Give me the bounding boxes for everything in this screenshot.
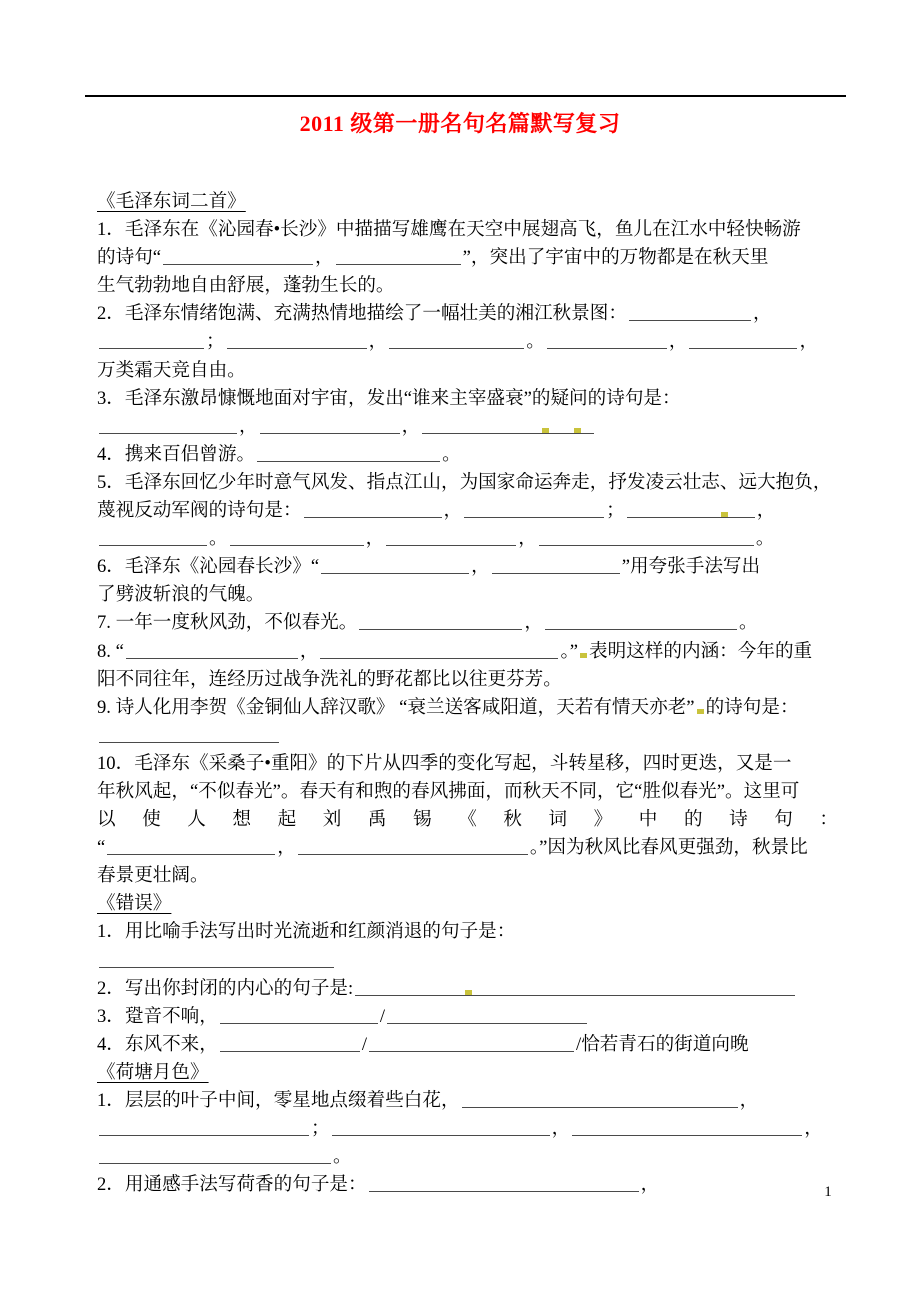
document-line	[97, 244, 838, 272]
text-run: ，	[524, 612, 543, 634]
text-run: /	[361, 1033, 368, 1055]
text-run: ；	[311, 1118, 330, 1140]
answer-blank	[304, 502, 442, 518]
document-line	[97, 1115, 838, 1143]
page-number: 1	[824, 1184, 832, 1200]
document-line	[97, 272, 838, 300]
text-run: 3．跫音不响，	[97, 1005, 218, 1027]
text-run: 7. 一年一度秋风劲，不似春光。	[97, 612, 358, 634]
answer-blank	[227, 333, 367, 349]
answer-blank	[422, 418, 594, 434]
text-run: 2．毛泽东情绪饱满、充满热情地描绘了一幅壮美的湘江秋景图：	[97, 303, 627, 325]
answer-blank	[220, 1008, 378, 1024]
highlight-mark	[580, 653, 587, 658]
text-run: 。”	[560, 640, 579, 662]
answer-blank	[336, 249, 461, 265]
text-run: 万类霜天竞自由。	[97, 359, 246, 381]
highlight-mark	[721, 512, 728, 517]
text-run: ，	[443, 500, 463, 522]
text-run: 4．携来百侣曾游。	[97, 443, 256, 465]
highlight-mark	[697, 709, 704, 714]
text-run: ，	[518, 528, 537, 550]
answer-blank	[462, 1092, 738, 1108]
answer-blank	[163, 249, 313, 265]
text-run: 表明这样的内涵：今年的重	[589, 640, 813, 662]
section-heading-line	[97, 1059, 838, 1087]
text-run: 。	[738, 612, 758, 634]
text-run: ，	[299, 640, 319, 662]
document-line	[97, 918, 838, 946]
text-run: ”，突出了宇宙中的万物都是在秋天里	[462, 247, 769, 269]
text-run: 生气勃勃地自由舒展，蓬勃生长的。	[97, 275, 395, 297]
text-run: ，	[756, 500, 776, 522]
text-run: ，	[365, 528, 385, 550]
text-run: 的诗句是：	[705, 696, 799, 718]
text-run: ，	[739, 1090, 759, 1111]
answer-blank	[298, 839, 528, 855]
answer-blank	[355, 980, 795, 996]
document-line	[97, 750, 838, 778]
text-run: 。	[526, 331, 545, 353]
document-line	[97, 216, 838, 244]
header-rule	[85, 95, 846, 97]
highlight-mark	[465, 990, 472, 995]
text-run: 1．用比喻手法写出时光流逝和红颜消退的句子是：	[97, 921, 516, 943]
text-run: ，	[239, 415, 258, 437]
text-run: 2．写出你封闭的内心的句子是:	[97, 977, 354, 999]
text-run: ；	[206, 331, 225, 353]
document-line	[97, 1171, 838, 1199]
document-line	[97, 778, 838, 806]
document-line	[97, 385, 838, 413]
page-title: 2011 级第一册名句名篇默写复习	[299, 111, 621, 136]
text-run: 。	[755, 528, 775, 550]
text-run: 8. “	[97, 640, 124, 662]
document-line	[97, 947, 838, 975]
answer-blank	[492, 558, 620, 574]
answer-blank	[99, 952, 334, 968]
document-line	[97, 525, 838, 553]
answer-blank	[629, 305, 751, 321]
text-run: ，	[277, 837, 296, 859]
text-run: 4．东风不来，	[97, 1033, 218, 1055]
document-line	[97, 666, 838, 694]
answer-blank	[99, 418, 237, 434]
text-run: 6．毛泽东《沁园春长沙》“	[97, 556, 320, 578]
text-run: 春景更壮阔。	[97, 865, 209, 887]
document-line	[97, 1143, 838, 1171]
document-line	[97, 553, 838, 581]
answer-blank	[369, 1176, 639, 1192]
text-run: ，	[315, 247, 334, 269]
document-line	[97, 328, 838, 356]
document-line	[97, 609, 838, 637]
document-line	[97, 694, 838, 722]
answer-blank	[359, 614, 522, 630]
answer-blank	[389, 333, 524, 349]
text-run: ，	[668, 331, 688, 353]
text-run: 。	[442, 443, 461, 465]
section-heading: 《错误》	[97, 893, 172, 915]
document-line	[97, 469, 838, 497]
answer-blank	[321, 558, 469, 574]
text-run: 。”因为秋风比春风更强劲，秋景比	[529, 837, 808, 859]
section-heading: 《毛泽东词二首》	[97, 191, 246, 212]
answer-blank	[369, 1036, 574, 1052]
text-run: ，	[640, 1174, 660, 1196]
answer-blank	[545, 614, 737, 630]
section-heading: 《荷塘月色》	[97, 1061, 209, 1083]
document-line	[97, 300, 838, 328]
document-line	[97, 1031, 838, 1059]
answer-blank	[627, 502, 755, 518]
document-line	[97, 722, 838, 750]
answer-blank	[99, 333, 204, 349]
text-run: ”用夸张手法写出	[621, 556, 761, 578]
document-line	[97, 975, 838, 1003]
text-run: 。	[333, 1146, 352, 1168]
text-run: ，	[471, 556, 490, 578]
text-run: /	[379, 1005, 386, 1027]
text-run: 的诗句“	[97, 247, 162, 269]
document-line	[97, 862, 838, 890]
document-line	[97, 497, 838, 525]
answer-blank	[99, 1148, 331, 1164]
document-line	[97, 806, 838, 834]
answer-blank	[572, 1120, 802, 1136]
text-run: 。	[209, 528, 228, 550]
text-run: 阳不同往年，连经历过战争洗礼的野花都比以往更芬芳。	[97, 668, 562, 690]
answer-blank	[260, 418, 400, 434]
section-heading-line	[97, 890, 838, 918]
answer-blank	[107, 839, 275, 855]
text-run: ，	[799, 331, 819, 353]
text-run: ，	[804, 1118, 823, 1140]
text-run: 了劈波斩浪的气魄。	[97, 584, 265, 606]
answer-blank	[220, 1036, 360, 1052]
text-run: ；	[606, 500, 625, 522]
text-run: 1．层层的叶子中间，零星地点缀着些白花，	[97, 1090, 460, 1111]
highlight-mark	[542, 428, 549, 433]
answer-blank	[387, 1008, 587, 1024]
text-run: 2．用通感手法写荷香的句子是：	[97, 1174, 367, 1196]
answer-blank	[230, 530, 364, 546]
section-heading-line	[97, 188, 838, 216]
document-line	[97, 441, 838, 469]
document-line	[97, 834, 838, 862]
document-line	[97, 638, 838, 666]
document-line	[97, 1087, 838, 1115]
answer-blank	[464, 502, 604, 518]
answer-blank	[99, 530, 207, 546]
text-run: 5．毛泽东回忆少年时意气风发、指点江山，为国家命运奔走，抒发凌云壮志、远大抱负，	[97, 471, 832, 493]
answer-blank	[99, 727, 279, 743]
highlight-mark	[574, 428, 581, 433]
document-body	[97, 188, 838, 1199]
answer-blank	[539, 530, 754, 546]
text-run: 年秋风起，“不似春光”。春天有和煦的春风拂面，而秋天不同，它“胜似春光”。这里可	[97, 780, 800, 802]
answer-blank	[386, 530, 516, 546]
text-run: ，	[368, 331, 388, 353]
text-run: 1．毛泽东在《沁园春•长沙》中描描写雄鹰在天空中展翅高飞，鱼儿在江水中轻快畅游	[97, 219, 801, 241]
document-line	[97, 1003, 838, 1031]
answer-blank	[332, 1120, 550, 1136]
text-run: ，	[551, 1118, 571, 1140]
answer-blank	[99, 1120, 309, 1136]
text-run: 10．毛泽东《采桑子•重阳》的下片从四季的变化写起，斗转星移，四时更迭，又是一	[97, 752, 792, 774]
text-run: /恰若青石的街道向晚	[576, 1033, 749, 1055]
text-run: 以 使 人 想 起 刘 禹 锡 《 秋 词 》 中 的 诗 句 ：	[97, 809, 838, 831]
text-run: 9. 诗人化用李贺《金铜仙人辞汉歌》 “衰兰送客咸阳道，天若有情天亦老”	[97, 696, 695, 718]
answer-blank	[126, 643, 298, 659]
document-line	[97, 357, 838, 385]
text-run: 3．毛泽东激昂慷慨地面对宇宙，发出“谁来主宰盛衰”的疑问的诗句是：	[97, 387, 681, 409]
text-run: 蔑视反动军阀的诗句是：	[97, 500, 302, 522]
text-run: ，	[401, 415, 421, 437]
answer-blank	[320, 643, 558, 659]
text-run: ，	[752, 303, 772, 325]
answer-blank	[547, 333, 667, 349]
document-line	[97, 413, 838, 441]
text-run: “	[97, 837, 106, 859]
answer-blank	[689, 333, 797, 349]
document-line	[97, 581, 838, 609]
answer-blank	[257, 446, 440, 462]
